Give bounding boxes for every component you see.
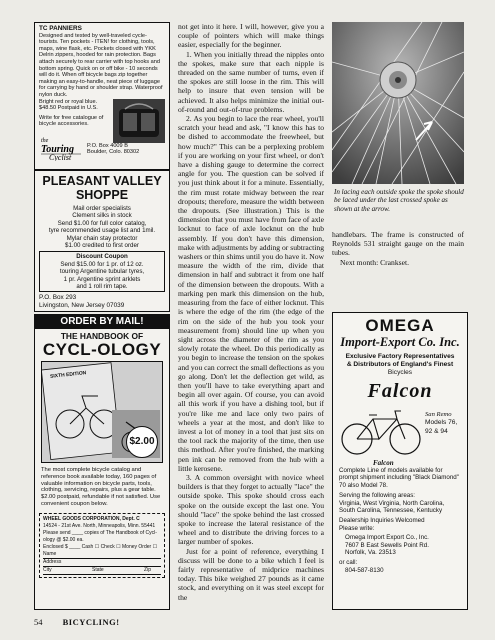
magazine-name: BICYCLING!: [62, 617, 120, 627]
tc-address-2: Boulder, Colo. 80302: [87, 149, 140, 156]
pv-line-4: tyre recommended usage list and 1mil.: [48, 227, 156, 235]
omega-write: Please write:: [339, 524, 375, 532]
article-paragraph-4: 3. A common oversight with novice wheel builders is that they forget to actually "lace" the outside spoke. This spoke should cross each spoke on the outside except the last one. You should "lace" the spoke behind the last crossed spoke to increase the lateral resistance of the wheel and to distribute the driving forces to a larger number of spokes.: [178, 472, 324, 547]
tc-ad-price: $48.50 Postpaid in U.S.: [39, 105, 98, 112]
omega-inquiries: Dealership Inquiries Welcomed: [339, 517, 425, 525]
touring-cyclist-logo: [39, 135, 83, 161]
svg-text:Cyclist: Cyclist: [49, 152, 72, 161]
pv-coupon-4: and 1 roll rim tape.: [76, 283, 128, 291]
form-company: WHEEL GOODS CORPORATION, Dept. C: [43, 515, 140, 522]
form-state-label[interactable]: State: [91, 566, 104, 573]
pannier-photo: [113, 99, 165, 143]
cyclology-order-form: [39, 513, 165, 578]
pv-title-2: SHOPPE: [75, 188, 129, 202]
omega-title: OMEGA: [365, 316, 435, 335]
form-line-2[interactable]: Enclosed $ ____ Cash ☐ Check ☐ Money Order ☐: [43, 543, 158, 550]
article-column-2: [332, 230, 464, 267]
pannier-bag-image: [113, 99, 165, 143]
svg-text:Touring: Touring: [41, 143, 74, 155]
pv-coupon-2: touring Argentine tubular tyres,: [59, 268, 145, 276]
article-paragraph-5: Just for a point of reference, everything I discuss will be done to a bike which I feel is fairly representative of midprice machines today. This bike weighed 27 pounds as it came stock, and everything on it was steel except for the: [178, 546, 324, 602]
tc-ad-catalog: Write for free catalogue of bicycle accessories.: [39, 114, 104, 128]
form-city-label[interactable]: City: [43, 566, 52, 573]
article-col2-paragraph-1: handlebars. The frame is constructed of Reynolds 531 straight gauge on the main tubes.: [332, 230, 464, 258]
pv-line-3: Send $1.00 for full color catalog,: [57, 219, 147, 227]
cyclology-title-1: THE HANDBOOK OF: [60, 331, 144, 341]
article-column-1: [178, 22, 324, 610]
tc-ad-title: TC PANNIERS: [39, 25, 82, 32]
tc-address-1: P.O. Box 4009 B: [87, 142, 128, 149]
cyclology-book-cover: [41, 361, 163, 463]
cyclology-description: The most complete bicycle catalog and reference book available today, 160 pages of valuable information on bicycle parts, tools, clothing, servicing, repairs, plus a gear table. $2.00 postpaid, refundable if not satisfied. Use convenient coupon below.: [41, 467, 161, 507]
page-number: 54: [34, 617, 43, 627]
form-zip-label[interactable]: Zip: [144, 566, 151, 573]
omega-body: Complete Line of models available for prompt shipment including "Black Diamond" 70 also Model 78.: [339, 467, 459, 489]
omega-phone: 804-587-8130: [345, 566, 384, 574]
model-line-1: Models 76,: [425, 419, 458, 427]
omega-line-2: & Distributors of England's Finest: [346, 361, 454, 368]
omega-or-call: or call:: [339, 559, 358, 567]
tc-panniers-ad: [34, 22, 170, 170]
falcon-bicycle-illustration: [339, 405, 423, 457]
pv-address-1: P.O. Box 293: [39, 294, 77, 302]
cover-edition-label: SIXTH EDITION: [49, 370, 87, 380]
pv-coupon-1: Send $15.00 for 1 pr. of 12 oz.: [60, 260, 144, 268]
falcon-brand-logo: Falcon: [367, 380, 433, 402]
form-line-1[interactable]: Please send ____ copies of The Handbook of Cycl-ology @ $2.00 ea.: [43, 529, 157, 543]
wheel-hub-photo: [332, 22, 464, 184]
pv-title-1: PLEASANT VALLEY: [42, 174, 162, 188]
article-paragraph-1: not get into it here. I will, however, give you a couple of pointers which will make things easier, especially for the beginner.: [178, 22, 324, 50]
pv-address-2: Livingston, New Jersey 07039: [39, 302, 125, 310]
omega-areas-intro: Serving the following areas:: [339, 492, 416, 500]
cyclology-header: ORDER BY MAIL!: [35, 315, 169, 329]
omega-line-3: Bicycles: [387, 369, 413, 376]
omega-script-title: Import-Export Co. Inc.: [340, 335, 460, 349]
form-address: 14524 - 21st Ave. North, Minneapolis, Minn. 55441: [43, 522, 156, 529]
form-address-label[interactable]: Address: [43, 558, 62, 565]
article-paragraph-2: 1. When you initially thread the nipples onto the spokes, make sure that each nipple is threaded on the same number of turns, even if the spokes are still loose in the rim. This will help to insure that even tension will be achieved. It also helps minimize the initial out-of-round and out-of-true problems.: [178, 49, 324, 114]
spoke-lacing-image: [332, 22, 464, 184]
falcon-small-logo: Falcon: [373, 459, 394, 467]
form-name-label[interactable]: Name: [43, 550, 57, 557]
cyclology-title-2: CYCL-OLOGY: [42, 340, 162, 359]
model-name: San Remo: [425, 411, 452, 418]
photo-caption: In lacing each outside spoke the spoke should be laced under the last crossed spoke as shown at the arrow.: [334, 188, 464, 213]
article-paragraph-3: 2. As you begin to lace the rear wheel, you'll scratch your head and ask, "I know this has to be dished to accommodate the freewheel, but how much?" This can be a perplexing problem if you are working on your first wheel, or don't have a dishing gauge to determine the correct angle for you. The question can be solved if you just think about it for a minute. Essentially, the rim must rotate midway between the rear dropouts; therefore, measure the width between the dropouts. (See illustration.) This is the dimension that you must have from face of axle locknut to face of axle locknut on the hub assembly. If you don't have this dimension, make with adjustments by adding or subtracting washers or thin shims until you do have it. Now measure the width of the rim, divide that dimension in half and subtract it from one half of the dimension between the dropouts. With a marking pen mark this dimension on the hub, measuring from the face of either locknut. This is where the edge of the rim (the edge of the rim on the side of the hub you took your measurement from) should line up when you sight across the diameter of the rim as you slowly rotate the wheel. Do this periodically as you begin to increase the tension on the spokes and you can correct the small deflections as you go along. Don't let the deflection get wild, as then you'll have to take everything apart and begin all over again. Of course, you can avoid all this work if you have a dishing tool, but if you're like me and lace only two pairs of wheels a year at the most, and don't like to invest a lot of money in a tool that just sits on the tool rack the majority of the time, then use this method. After you're finished, the marking pen ink can be removed from the hub with a little kerosene.: [178, 114, 324, 473]
pv-discount-coupon: [39, 251, 165, 292]
pv-line-6: $1.00 credited to first order: [65, 242, 139, 250]
pv-coupon-title: Discount Coupon: [76, 253, 128, 261]
article-next-month: Next month: Crankset.: [340, 257, 409, 267]
pv-line-5: Mylar chain stay protector: [66, 234, 138, 242]
omega-city: Norfolk, Va. 23513: [345, 549, 396, 557]
pv-line-1: Mail order specialists: [73, 205, 131, 212]
omega-company: Omega Import Export Co., Inc.: [345, 534, 429, 542]
pleasant-valley-ad: [34, 170, 170, 312]
pv-line-2: Clement silks in stock: [72, 212, 132, 220]
omega-ad: [332, 312, 468, 610]
omega-line-1: Exclusive Factory Representatives: [345, 353, 455, 360]
tc-ad-colors: Bright red or royal blue.: [39, 98, 98, 105]
omega-areas: Virginia, West Virginia, North Carolina, South Carolina, Tennessee, Kentucky: [339, 499, 445, 515]
model-line-2: 92 & 94: [425, 427, 448, 435]
tc-ad-body: Designed and tested by well-traveled cycle-tourists. Ten pockets - ITEN! for clothing, tools, maps, wine flask, etc. Pockets closed with YKK Delrin zippers, hooded for rain protection. Bags attach securely to rear carrier with top hooks and bottom spring. Quick on or off bike - 10 seconds will do it. When off bicycle bags zip together making an easy-to-handle, neat piece of luggage for carrying by hand or shoulder strap. Waterproof nylon duck.: [39, 32, 163, 98]
pv-coupon-3: 1 pr. Argentine sprint arklets: [63, 275, 141, 283]
cyclology-ad: [34, 314, 170, 610]
cyclology-price-badge: $2.00: [126, 426, 158, 458]
omega-street: 7607 B East Sewells Point Rd.: [345, 541, 429, 549]
svg-text:the: the: [41, 137, 49, 144]
